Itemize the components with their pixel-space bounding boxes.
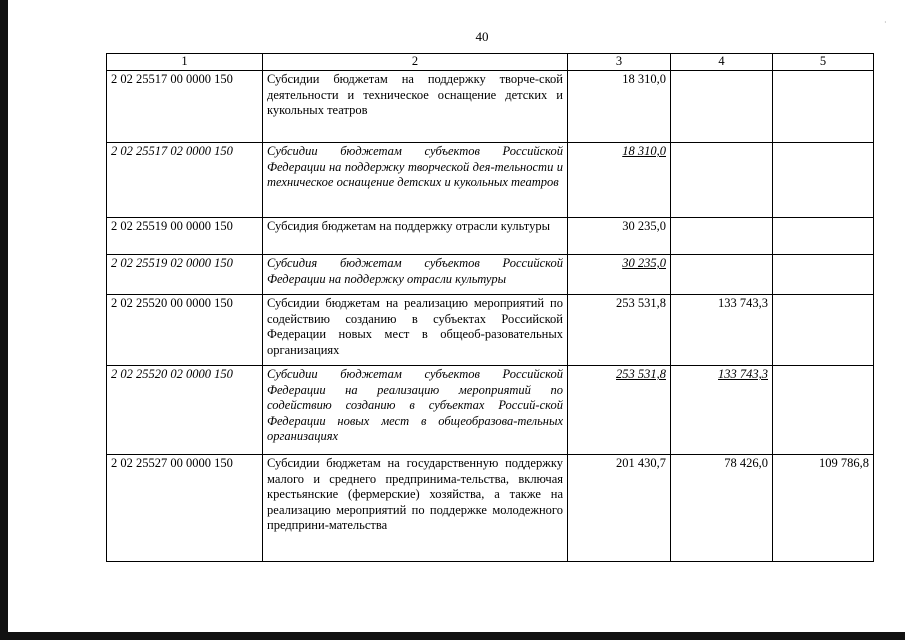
- row-value-col5: 109 786,8: [773, 455, 874, 562]
- row-description: Субсидия бюджетам на поддержку отрасли культуры: [263, 218, 568, 255]
- row-value-col3: 253 531,8: [568, 295, 671, 366]
- row-value-col3: 30 235,0: [568, 255, 671, 295]
- row-description: Субсидии бюджетам на реализацию мероприятий по содействию созданию в субъектах Российской Федерации новых мест в общеоб-разовательных организациях: [263, 295, 568, 366]
- table-row: [107, 143, 874, 218]
- header-col-3: 3: [568, 54, 671, 71]
- scan-left-edge: [0, 0, 8, 640]
- header-col-2: 2: [263, 54, 568, 71]
- table-row: [107, 71, 874, 143]
- table-row: [107, 455, 874, 562]
- row-code: 2 02 25519 00 0000 150: [107, 218, 263, 255]
- row-value-col4: 133 743,3: [671, 366, 773, 455]
- row-value-col5: [773, 295, 874, 366]
- row-value-col5: [773, 366, 874, 455]
- header-col-5: 5: [773, 54, 874, 71]
- corner-mark: ·: [884, 18, 887, 27]
- row-value-col3: 253 531,8: [568, 366, 671, 455]
- row-value-col5: [773, 143, 874, 218]
- row-description: Субсидии бюджетам на поддержку творче-ской деятельности и техническое оснащение детских и кукольных театров: [263, 71, 568, 143]
- header-col-4: 4: [671, 54, 773, 71]
- scan-bottom-edge: [0, 632, 905, 640]
- page-number: 40: [475, 29, 489, 44]
- row-code: 2 02 25520 00 0000 150: [107, 295, 263, 366]
- row-code: 2 02 25527 00 0000 150: [107, 455, 263, 562]
- row-value-col4: 78 426,0: [671, 455, 773, 562]
- row-description: Субсидии бюджетам субъектов Российской Федерации на поддержку творческой дея-тельности и техническое оснащение детских и кукольных театров: [263, 143, 568, 218]
- row-value-col3: 18 310,0: [568, 71, 671, 143]
- row-value-col5: [773, 218, 874, 255]
- row-value-col4: [671, 71, 773, 143]
- table-row: [107, 366, 874, 455]
- row-value-col4: [671, 218, 773, 255]
- row-description: Субсидии бюджетам на государственную поддержку малого и среднего предпринима-тельства, включая крестьянские (фермерские) хозяйства, а также на реализацию мероприятий по поддержке молодежного предприни-мательства: [263, 455, 568, 562]
- row-code: 2 02 25517 02 0000 150: [107, 143, 263, 218]
- budget-table: [106, 53, 874, 562]
- row-description: Субсидия бюджетам субъектов Российской Федерации на поддержку отрасли культуры: [263, 255, 568, 295]
- table-row: [107, 295, 874, 366]
- row-value-col4: [671, 143, 773, 218]
- row-value-col3: 30 235,0: [568, 218, 671, 255]
- row-value-col5: [773, 255, 874, 295]
- row-description: Субсидии бюджетам субъектов Российской Федерации на реализацию мероприятий по содействию созданию в субъектах Россий-ской Федерации новых мест в общеобразова-тельных организациях: [263, 366, 568, 455]
- table-row: [107, 218, 874, 255]
- header-col-1: 1: [107, 54, 263, 71]
- row-code: 2 02 25519 02 0000 150: [107, 255, 263, 295]
- row-code: 2 02 25517 00 0000 150: [107, 71, 263, 143]
- row-value-col4: 133 743,3: [671, 295, 773, 366]
- row-value-col3: 18 310,0: [568, 143, 671, 218]
- row-value-col3: 201 430,7: [568, 455, 671, 562]
- row-value-col5: [773, 71, 874, 143]
- table-header-row: [107, 54, 874, 71]
- row-code: 2 02 25520 02 0000 150: [107, 366, 263, 455]
- row-value-col4: [671, 255, 773, 295]
- table-row: [107, 255, 874, 295]
